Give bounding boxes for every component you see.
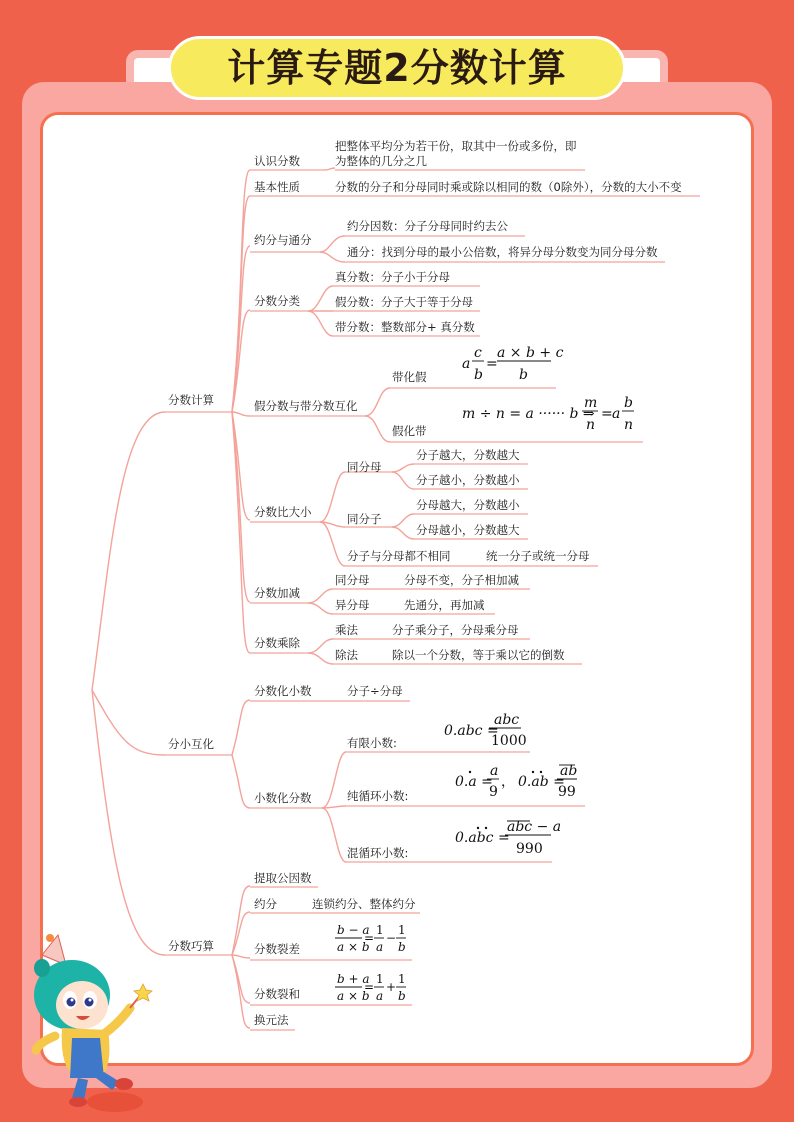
mascot-illustration bbox=[34, 934, 152, 1112]
leaf-div: 除法 bbox=[335, 648, 358, 662]
node-reduce: 约分 bbox=[254, 897, 277, 911]
leaf-same-num-a: 分母越大，分数越小 bbox=[416, 498, 520, 512]
leaf-proper: 真分数：分子小于分母 bbox=[335, 270, 450, 284]
leaf-mixed-repeat: 混循环小数: bbox=[347, 846, 409, 860]
node-split-diff: 分数裂差 bbox=[254, 942, 300, 956]
svg-text:=: = bbox=[601, 406, 613, 422]
leaf-same-den-b: 分子越小，分数越小 bbox=[416, 473, 520, 487]
node-compare: 分数比大小 bbox=[254, 505, 312, 519]
svg-text:−: − bbox=[386, 931, 397, 945]
svg-text:b + a: b + a bbox=[337, 972, 370, 986]
leaf-to-mixed: 假化带 bbox=[392, 424, 427, 438]
node-basic: 基本性质 bbox=[254, 180, 300, 194]
leaf-addsub-same-desc: 分母不变，分子相加减 bbox=[404, 573, 519, 587]
node-same-den: 同分母 bbox=[347, 460, 382, 474]
svg-text:0.ab =: 0.ab = bbox=[518, 774, 565, 790]
leaf-mixed: 带分数：整数部分+ 真分数 bbox=[335, 320, 475, 334]
node-tricks: 分数巧算 bbox=[168, 939, 214, 953]
node-muldiv: 分数乘除 bbox=[254, 636, 300, 650]
svg-text:1000: 1000 bbox=[491, 733, 527, 749]
formula-to-improper bbox=[462, 345, 564, 383]
formula-pure bbox=[455, 763, 577, 800]
svg-text:abc: abc bbox=[494, 712, 520, 728]
svg-text:1: 1 bbox=[376, 972, 384, 986]
svg-text:=: = bbox=[364, 931, 375, 945]
svg-text:a: a bbox=[376, 940, 384, 954]
leaf-recognize-line2: 为整体的几分之几 bbox=[335, 154, 427, 168]
leaf-to-decimal: 分子÷分母 bbox=[347, 684, 403, 698]
svg-text:a × b: a × b bbox=[337, 989, 370, 1003]
svg-text:=: = bbox=[486, 356, 498, 372]
leaf-addsub-same: 同分母 bbox=[335, 573, 370, 587]
svg-text:c: c bbox=[474, 345, 482, 361]
svg-text:a: a bbox=[490, 763, 499, 779]
node-convert: 假分数与带分数互化 bbox=[254, 399, 358, 413]
node-diff: 分子与分母都不相同 bbox=[347, 549, 451, 563]
leaf-addsub-diff-desc: 先通分，再加减 bbox=[404, 598, 485, 612]
leaf-recognize-line1: 把整体平均分为若干份，取其中一份或多份，即 bbox=[335, 139, 577, 153]
leaf-improper: 假分数：分子大于等于分母 bbox=[335, 295, 473, 309]
svg-text:m ÷ n = a ······ b ⇒: m ÷ n = a ······ b ⇒ bbox=[462, 406, 595, 422]
leaf-addsub-diff: 异分母 bbox=[335, 598, 370, 612]
svg-text:+: + bbox=[386, 980, 397, 994]
node-substitute: 换元法 bbox=[254, 1013, 289, 1027]
node-frac-decimal: 分小互化 bbox=[168, 737, 214, 751]
svg-text:990: 990 bbox=[516, 841, 543, 857]
svg-text:a: a bbox=[462, 356, 471, 372]
node-addsub: 分数加减 bbox=[254, 586, 300, 600]
leaf-common: 通分：找到分母的最小公倍数，将异分母分数变为同分母分数 bbox=[347, 245, 658, 259]
node-same-num: 同分子 bbox=[347, 512, 382, 526]
leaf-div-desc: 除以一个分数，等于乘以它的倒数 bbox=[392, 648, 565, 662]
svg-text:=: = bbox=[364, 980, 375, 994]
svg-text:b: b bbox=[398, 989, 406, 1003]
node-to-fraction: 小数化分数 bbox=[254, 791, 312, 805]
svg-text:0.a =: 0.a = bbox=[455, 774, 493, 790]
formula-to-mixed bbox=[462, 395, 634, 433]
leaf-finite: 有限小数: bbox=[347, 736, 397, 750]
leaf-pure: 纯循环小数: bbox=[347, 789, 409, 803]
leaf-mul: 乘法 bbox=[335, 623, 358, 637]
leaf-basic: 分数的分子和分母同时乘或除以相同的数（0除外），分数的大小不变 bbox=[335, 180, 682, 194]
leaf-to-improper: 带化假 bbox=[392, 370, 427, 384]
leaf-reduce: 约分因数：分子分母同时约去公 bbox=[347, 219, 508, 233]
leaf-same-den-a: 分子越大，分数越大 bbox=[416, 448, 520, 462]
svg-text:1: 1 bbox=[376, 923, 384, 937]
node-reduce-common: 约分与通分 bbox=[254, 233, 312, 247]
svg-text:ab: ab bbox=[560, 763, 578, 779]
leaf-mul-desc: 分子乘分子，分母乘分母 bbox=[392, 623, 519, 637]
svg-text:abc − a: abc − a bbox=[507, 819, 562, 835]
leaf-diff: 统一分子或统一分母 bbox=[486, 549, 590, 563]
formula-finite bbox=[444, 712, 527, 749]
node-recognize: 认识分数 bbox=[254, 154, 300, 168]
svg-text:m: m bbox=[584, 395, 598, 411]
svg-text:b: b bbox=[624, 395, 633, 411]
svg-text:a × b + c: a × b + c bbox=[497, 345, 564, 361]
formula-split-sum bbox=[335, 972, 406, 1003]
svg-text:b: b bbox=[519, 367, 528, 383]
svg-text:b − a: b − a bbox=[337, 923, 370, 937]
svg-text:1: 1 bbox=[398, 923, 406, 937]
node-split-sum: 分数裂和 bbox=[254, 987, 300, 1001]
node-fraction-calc: 分数计算 bbox=[168, 393, 214, 407]
branch-line-tricks bbox=[92, 690, 165, 955]
branch-line-fraction-calc bbox=[92, 412, 165, 690]
svg-text:，: ， bbox=[501, 774, 515, 790]
svg-text:0.abc =: 0.abc = bbox=[444, 723, 499, 739]
node-classify: 分数分类 bbox=[254, 294, 300, 308]
page-title: 计算专题2分数计算 bbox=[227, 46, 567, 90]
svg-text:1: 1 bbox=[398, 972, 406, 986]
svg-text:99: 99 bbox=[558, 784, 576, 800]
svg-text:n: n bbox=[624, 417, 634, 433]
leaf-same-num-b: 分母越小，分数越大 bbox=[416, 523, 520, 537]
svg-text:a × b: a × b bbox=[337, 940, 370, 954]
node-to-decimal: 分数化小数 bbox=[254, 684, 312, 698]
formula-split-diff bbox=[335, 923, 406, 954]
svg-text:b: b bbox=[398, 940, 406, 954]
formula-mixed bbox=[455, 819, 561, 857]
svg-text:n: n bbox=[586, 417, 596, 433]
leaf-reduce-desc: 连锁约分、整体约分 bbox=[312, 897, 416, 911]
svg-text:9: 9 bbox=[489, 784, 498, 800]
svg-text:a: a bbox=[376, 989, 384, 1003]
branch-line-frac-decimal bbox=[92, 690, 165, 755]
node-factor: 提取公因数 bbox=[254, 871, 312, 885]
svg-text:0.abc =: 0.abc = bbox=[455, 830, 510, 846]
svg-text:a: a bbox=[612, 406, 621, 422]
svg-text:b: b bbox=[474, 367, 483, 383]
